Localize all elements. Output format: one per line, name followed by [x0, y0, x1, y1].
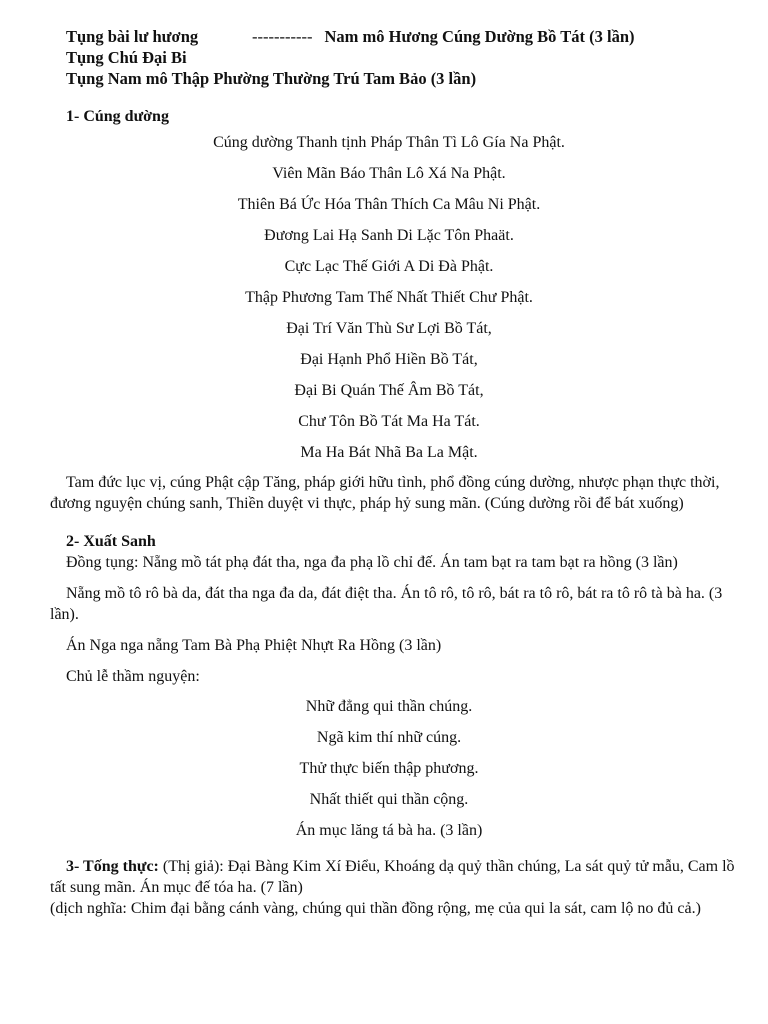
verse-line: Chư Tôn Bồ Tát Ma Ha Tát.: [298, 413, 480, 430]
header-line-1: [66, 26, 738, 47]
header-separator: -----------: [252, 27, 313, 46]
verse-line: Nhữ đẳng qui thần chúng.: [305, 698, 473, 715]
section-2-silent-vow: Chủ lễ thầm nguyện:: [66, 668, 200, 685]
section-3-chant: (Thị giả): Đại Bàng Kim Xí Điểu, Khoáng dạ quỷ thần chúng, La sát quỷ tử mẫu, Cam lồ tất sung mãn. Án mục đế tóa ha. (7 lần): [50, 858, 735, 896]
section-3-title: 3- Tống thực:: [66, 858, 159, 875]
verse-line: Đại Bi Quán Thế Âm Bồ Tát,: [294, 382, 484, 399]
header-line-2: Tụng Chú Đại Bi: [66, 48, 187, 67]
verse-line: Nhất thiết qui thần cộng.: [309, 791, 469, 808]
header-offering-chant: Nam mô Hương Cúng Dường Bồ Tát (3 lần): [324, 27, 635, 46]
verse-line: Viên Mãn Báo Thân Lô Xá Na Phật.: [272, 165, 506, 182]
section-2-verses: [40, 691, 738, 846]
header-incense-title: Tụng bài lư hương: [66, 27, 199, 46]
section-2-chant-2: Nẵng mồ tô rô bà da, đát tha nga đa da, đát điệt tha. Án tô rô, tô rô, bát ra tô rô, bát ra tô rô tà bà ha. (3 lần).: [50, 585, 723, 623]
verse-line: Đương Lai Hạ Sanh Di Lặc Tôn Phaät.: [264, 227, 514, 244]
section-3-translation: (dịch nghĩa: Chim đại bằng cánh vàng, chúng qui thần đồng rộng, mẹ của qui la sát, cam lộ no đủ cả.): [50, 900, 701, 917]
header-line-3: Tụng Nam mô Thập Phường Thường Trú Tam Bảo (3 lần): [66, 69, 477, 88]
verse-line: Đại Trí Văn Thù Sư Lợi Bồ Tát,: [286, 320, 492, 337]
section-1-verses: [40, 127, 738, 468]
verse-line: Thập Phương Tam Thế Nhất Thiết Chư Phật.: [245, 289, 533, 306]
verse-line: Ngã kim thí nhữ cúng.: [316, 729, 462, 746]
verse-line: Thiên Bá Ức Hóa Thân Thích Ca Mâu Ni Phật.: [237, 196, 541, 213]
section-2-chant-1: Đồng tụng: Nẵng mồ tát phạ đát tha, nga đa phạ lồ chỉ đế. Án tam bạt ra tam bạt ra hồng (3 lần): [66, 554, 678, 571]
verse-line: Án mục lăng tá bà ha. (3 lần): [295, 822, 483, 839]
verse-line: Đại Hạnh Phổ Hiền Bồ Tát,: [300, 351, 478, 368]
verse-line: Ma Ha Bát Nhã Ba La Mật.: [300, 444, 478, 461]
section-2-title: 2- Xuất Sanh: [66, 533, 156, 550]
section-1-paragraph: Tam đức lục vị, cúng Phật cập Tăng, pháp giới hữu tình, phổ đồng cúng dường, nhược phạn thực thời, đương nguyện chúng sanh, Thiền duyệt vi thực, pháp hỷ sung mãn. (Cúng dường rồi để bát xuống): [50, 474, 720, 512]
section-1-title: 1- Cúng dường: [66, 108, 169, 125]
section-3-paragraph-1: [50, 856, 738, 898]
verse-line: Cúng dường Thanh tịnh Pháp Thân Tì Lô Gía Na Phật.: [213, 134, 565, 151]
verse-line: Cực Lạc Thế Giới A Di Đà Phật.: [284, 258, 494, 275]
verse-line: Thử thực biến thập phương.: [299, 760, 479, 777]
section-2-chant-3: Án Nga nga nẵng Tam Bà Phạ Phiệt Nhựt Ra Hồng (3 lần): [66, 637, 442, 654]
